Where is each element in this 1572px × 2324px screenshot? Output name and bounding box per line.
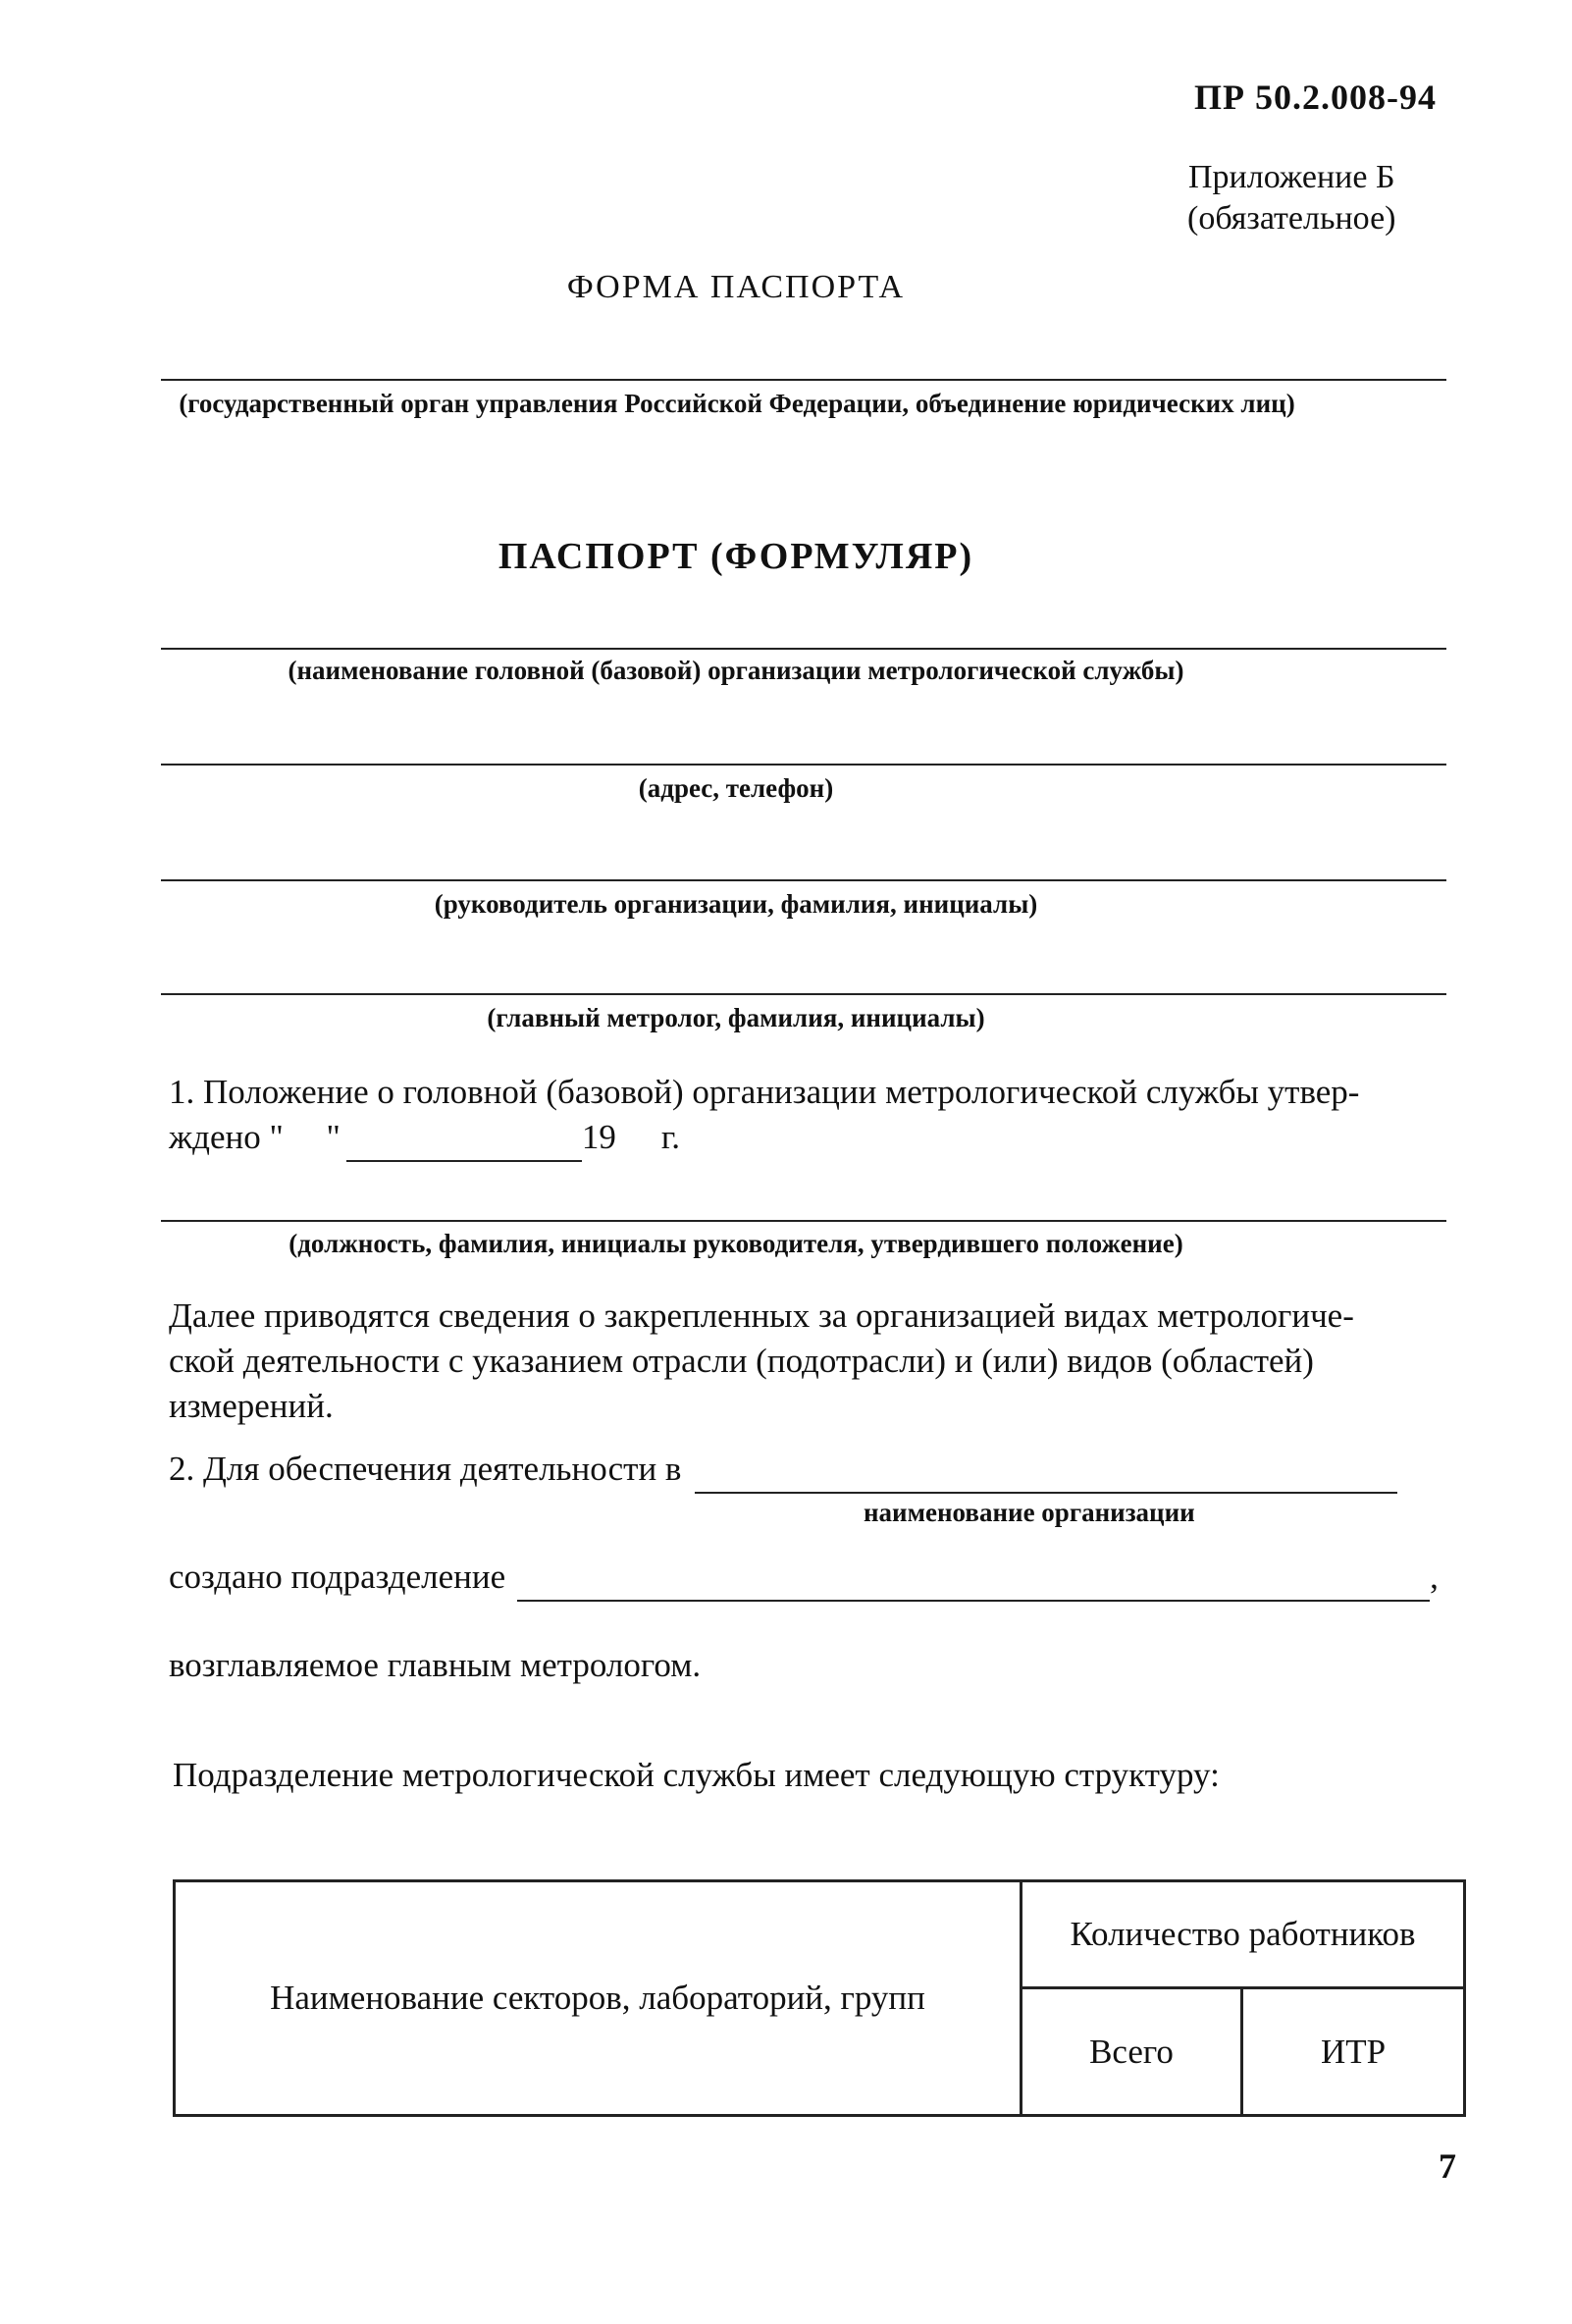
appendix-label: [1187, 157, 1396, 239]
structure-intro: Подразделение метрологической службы имеет следующую структуру:: [173, 1756, 1220, 1794]
section-1-line-2: [169, 1115, 1464, 1162]
passport-title: ПАСПОРТ (ФОРМУЛЯР): [498, 536, 974, 577]
further-info-line-3: измерений.: [169, 1387, 334, 1425]
section-1-year-suffix: г.: [660, 1118, 681, 1156]
blank-line-head: [161, 879, 1446, 881]
section-2-text: 2. Для обеспечения деятельности в: [169, 1450, 682, 1488]
section-1-year: 19: [581, 1118, 616, 1156]
blank-line-address: [161, 764, 1446, 766]
section-1-date-prefix: ждено " ": [169, 1118, 341, 1156]
blank-unit-name: [517, 1555, 1430, 1602]
document-code: ПР 50.2.008-94: [1194, 78, 1437, 117]
page-number: 7: [1439, 2146, 1456, 2186]
header-total: Всего: [1022, 1988, 1242, 2116]
caption-head: (руководитель организации, фамилия, инициалы): [434, 889, 1038, 919]
caption-org: наименование организации: [864, 1498, 1195, 1527]
section-2-line-1: [169, 1447, 1464, 1494]
header-units: Наименование секторов, лабораторий, групп: [175, 1881, 1022, 2116]
blank-line-gov-body: [161, 379, 1446, 381]
structure-table: [173, 1879, 1466, 2117]
caption-address: (адрес, телефон): [638, 773, 834, 803]
caption-gov-body: (государственный орган управления Российской Федерации, объединение юридических лиц): [179, 389, 1295, 418]
header-staff-count: Количество работников: [1022, 1881, 1465, 1988]
blank-org-name: [695, 1447, 1397, 1494]
created-unit-text: создано подразделение: [169, 1558, 506, 1596]
section-1-line-1: 1. Положение о головной (базовой) организации метрологической службы утвер-: [169, 1073, 1360, 1111]
caption-approver: (должность, фамилия, инициалы руководителя, утвердившего положение): [288, 1229, 1183, 1258]
blank-line-metrologist: [161, 993, 1446, 995]
comma: ,: [1430, 1558, 1439, 1596]
further-info-line-2: ской деятельности с указанием отрасли (подотрасли) и (или) видов (областей): [169, 1342, 1314, 1380]
blank-line-org-name: [161, 648, 1446, 650]
form-title: ФОРМА ПАСПОРТА: [566, 269, 906, 305]
header-itr: ИТР: [1242, 1988, 1465, 2116]
further-info-paragraph: [169, 1294, 1464, 1429]
section-2-line-2: [169, 1555, 1474, 1602]
caption-org-name: (наименование головной (базовой) организации метрологической службы): [288, 656, 1184, 685]
appendix-line-1: Приложение Б: [1187, 159, 1395, 195]
caption-metrologist: (главный метролог, фамилия, инициалы): [487, 1003, 985, 1032]
section-1: [169, 1070, 1464, 1162]
headed-by-text: возглавляемое главным метрологом.: [169, 1646, 702, 1684]
appendix-line-2: (обязательное): [1187, 200, 1396, 237]
blank-date: [346, 1115, 582, 1162]
blank-line-approver: [161, 1220, 1446, 1222]
further-info-line-1: Далее приводятся сведения о закрепленных за организацией видах метрологиче-: [169, 1296, 1354, 1335]
